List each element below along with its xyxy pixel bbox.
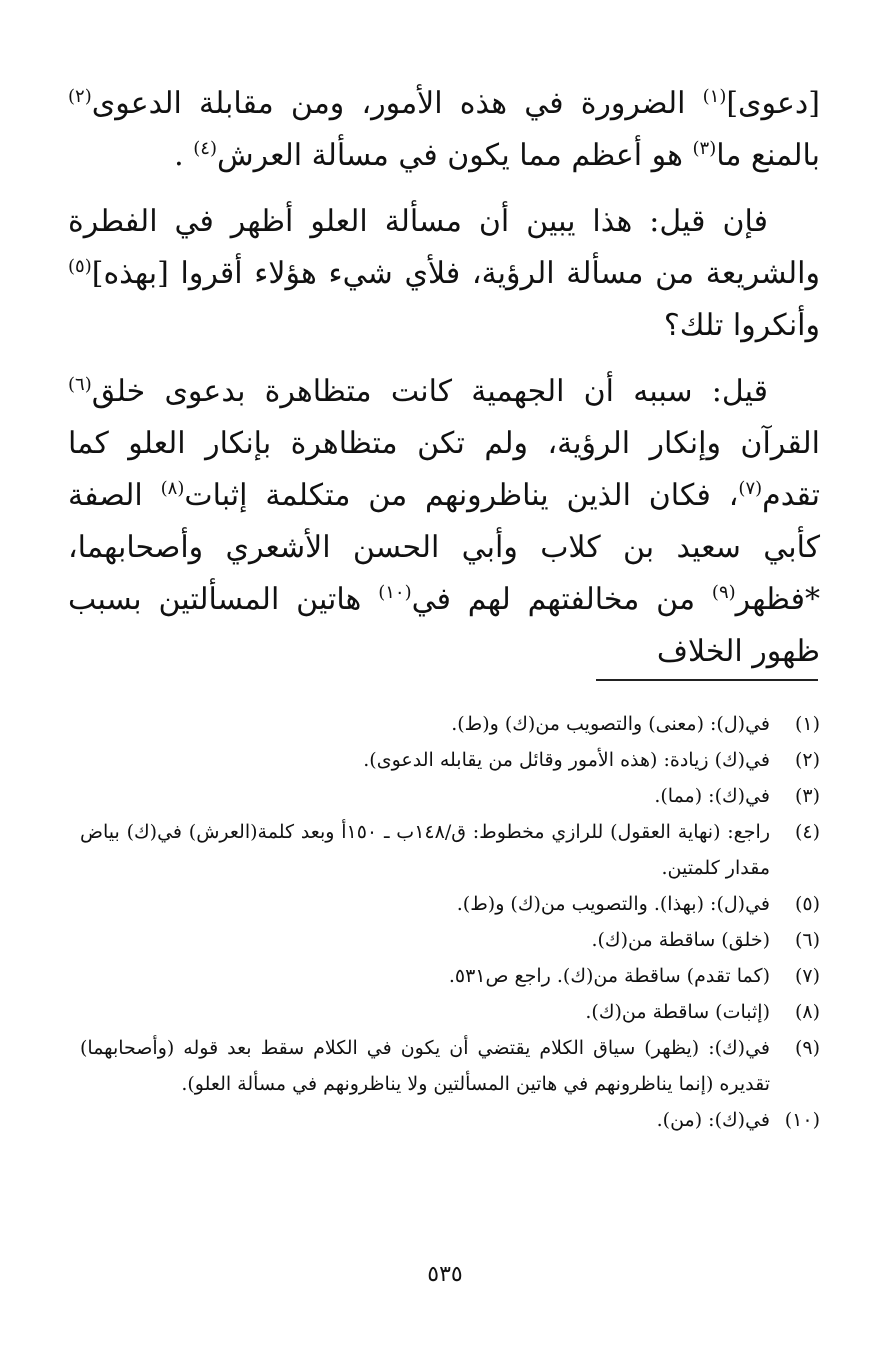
footnote-text: في(ك): (مما).	[654, 785, 770, 807]
paragraph	[68, 196, 820, 352]
footnote-ref: (٥)	[68, 256, 92, 277]
footnote-number: (٦)	[794, 929, 820, 951]
footnote-ref: (٤)	[193, 138, 217, 159]
footnote	[80, 742, 820, 778]
footnote	[80, 886, 820, 922]
text-run: هو أعظم مما يكون في مسألة العرش	[216, 138, 693, 173]
footnote-text: (إثبات) ساقطة من(ك).	[585, 1001, 770, 1023]
footnote-number: (١٠)	[784, 1109, 820, 1131]
text-run: قيل: سببه أن الجهمية كانت متظاهرة بدعوى خلق	[91, 374, 768, 409]
text-run: فإن قيل: هذا يبين أن مسألة العلو أظهر في الفطرة والشريعة من مسألة الرؤية، فلأي شيء هؤلاء أقروا [بهذه]	[68, 204, 820, 291]
text-run: من مخالفتهم لهم في	[411, 582, 712, 617]
footnotes	[80, 706, 820, 1138]
footnote	[80, 1102, 820, 1138]
text-run: بالمنع ما	[716, 138, 820, 173]
footnote-text: في(ك) زيادة: (هذه الأمور وقائل من يقابله الدعوى).	[363, 749, 770, 771]
paragraph	[68, 366, 820, 678]
text-run: القرآن وإنكار الرؤية، ولم تكن متظاهرة بإنكار العلو كما تقدم	[68, 426, 820, 513]
text-run: [دعوى]	[726, 86, 820, 121]
footnote-ref: (٩)	[711, 582, 736, 603]
footnote	[80, 1030, 820, 1102]
footnote-text: في(ل): (بهذا). والتصويب من(ك) و(ط).	[456, 893, 770, 915]
footnote-number: (٩)	[794, 1037, 820, 1059]
footnote-text: في(ل): (معنى) والتصويب من(ك) و(ط).	[451, 713, 770, 735]
footnote	[80, 706, 820, 742]
text-run: .	[174, 138, 194, 173]
text-run: الصفة كأبي سعيد بن كلاب وأبي الحسن الأشعري وأصحابهما، *فظهر	[68, 478, 820, 617]
text-run: وأنكروا تلك؟	[663, 308, 820, 343]
footnote-ref: (٨)	[160, 478, 185, 499]
footnote-ref: (٢)	[68, 86, 92, 107]
footnote-ref: (٧)	[738, 478, 763, 499]
footnote-ref: (٦)	[68, 374, 92, 395]
main-text	[68, 78, 820, 692]
footnote-number: (٢)	[794, 749, 820, 771]
footnote-text: في(ك): (من).	[656, 1109, 770, 1131]
footnote-number: (٧)	[794, 965, 820, 987]
footnote	[80, 922, 820, 958]
paragraph	[68, 78, 820, 182]
footnote-number: (٣)	[794, 785, 820, 807]
footnote-ref: (١٠)	[378, 582, 412, 603]
text-run: الضرورة في هذه الأمور، ومن مقابلة الدعوى	[91, 86, 703, 121]
footnote-ref: (٣)	[692, 138, 717, 159]
footnote-separator	[596, 679, 818, 681]
footnote-text: راجع: (نهاية العقول) للرازي مخطوط: ق/١٤٨ب ـ ١٥٠أ وبعد كلمة(العرش) في(ك) بياض مقدار كلمتين.	[80, 821, 770, 879]
text-run: هاتين المسألتين بسبب ظهور الخلاف	[68, 582, 820, 669]
footnote-ref: (١)	[702, 86, 727, 107]
page-number: ٥٣٥	[427, 1262, 463, 1287]
footnote	[80, 994, 820, 1030]
text-run: ، فكان الذين يناظرونهم من متكلمة إثبات	[184, 478, 739, 513]
footnote	[80, 958, 820, 994]
footnote-number: (٨)	[794, 1001, 820, 1023]
footnote	[80, 778, 820, 814]
footnote-text: (خلق) ساقطة من(ك).	[591, 929, 770, 951]
footnote-number: (٥)	[794, 893, 820, 915]
footnote-text: في(ك): (يظهر) سياق الكلام يقتضي أن يكون في الكلام سقط بعد قوله (وأصحابهما) تقديره (إنما يناظرونهم في هاتين المسألتين ولا يناظرونهم في مسألة العلو).	[80, 1037, 770, 1095]
footnote-number: (٤)	[794, 821, 820, 843]
footnote-text: (كما تقدم) ساقطة من(ك). راجع ص٥٣١.	[448, 965, 770, 987]
footnote-number: (١)	[794, 713, 820, 735]
footnote	[80, 814, 820, 886]
